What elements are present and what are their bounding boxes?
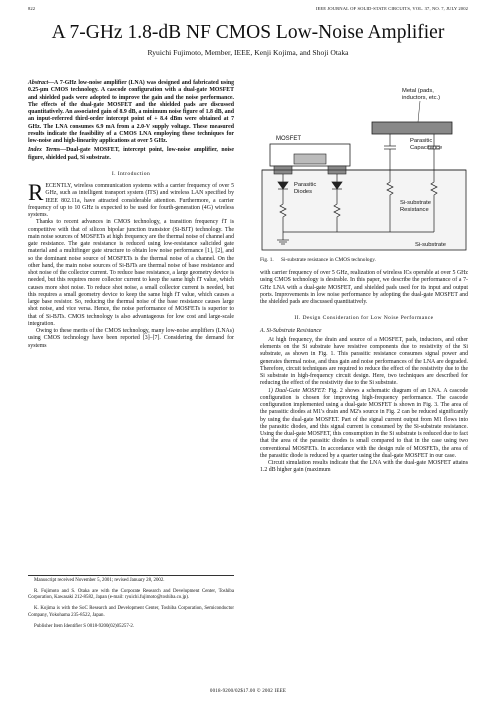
figure-1 [260,82,468,254]
footnotes [28,578,234,635]
intro-paragraph-2: Thanks to recent advances in CMOS technology, a transition frequency fT is competitive with that of silicon bipolar junction transistor (Si-BJT) technology. The main noise sources of MOSFETs at high frequency are the thermal noise of channel and gate resistance. The gate resistance is reduced using low-resistance salicided gate material and a multifinger gate structure to obtain low noise performance [1], [2], and so the dominant noise source of MOSFETs is the thermal noise of a channel. On the other hand, the main noise sources of Si-BJTs are thermal noise of base resistance and shot noise of the collector current. To reduce base resistance, a large geometry device is needed, but this requires more collector current to keep the same high fT value, which causes more shot noise. To reduce shot noise, a small collector current is needed, but this requires a small geometry device to keep the same high fT value, which causes a large base resistor. So, reducing the thermal noise of the base resistance causes large shot noise, and vice versa. Hence, the noise performance of MOSFETs is superior to that of Si-BJTs. CMOS technology is also advantageous for low cost and large-scale integration. [28,219,234,327]
right-paragraph-1: with carrier frequency of over 5 GHz, realization of wireless ICs operable at over 5 GHz using CMOS technology is desirable. In this paper, we describe the performance of a 7-GHz LNA with a dual-gate MOSFET, and shielded pads used for its input and output ports. Improvements in low noise performance by adopting the dual-gate MOSFET and the shielded pads are discussed quantitatively. [260,270,468,305]
figure-1-caption [260,257,468,263]
copyright-line: 0018-9200/02$17.00 © 2002 IEEE [209,689,287,694]
right-paragraph-2: At high frequency, the drain and source of a MOSFET, pads, inductors, and other elements on the Si substrate have resistive components due to resistivity of the Si substrate, as shown in Fig. 1. This parasitic resistance consumes signal power and generates thermal noise, and thus gain and noise performances of the LNA are degraded. Therefore, circuit techniques are required to reduce the effect of the resistivity due to the Si substrate in high-frequency circuit design. Here, two techniques are described for reducing the effect of the resistivity due to the Si substrate. [260,336,468,387]
footnote-rule [28,575,234,576]
section-heading-introduction: I. Introduction [111,170,151,177]
right-paragraph-3-text: Fig. 2 shows a schematic diagram of an LNA. A cascode configuration is chosen for improving high-frequency performance. The cascode configuration implemented using a dual-gate MOSFET is shown in Fig. 3. The area of the parasitic diodes at M1's drain and M2's source in Fig. 2 can be reduced significantly by using the dual-gate MOSFET. Part of the signal current output from M1 flows into the parasitic diodes, and this signal current is consumed by the Si-substrate resistance. Using the dual-gate MOSFET, this consumption in the Si substrate is reduced due to fact that the area of the parasitic diodes is small compared to that in the case using two conventional MOSFETs. In accordance with the design rule of MOSFETs, the area of the parasitic diode is reduced by a quarter using the dual-gate MOSFET in our case. [260,387,469,459]
label-metal-2: inductors, etc.) [402,95,441,101]
journal-name: IEEE JOURNAL OF SOLID-STATE CIRCUITS, VOL. 37, NO. 7, JULY 2002 [315,6,468,11]
label-parasitic-cap-2: Capacitance [410,145,443,151]
paper-authors: Ryuichi Fujimoto, Member, IEEE, Kenji Kojima, and Shoji Otaka [147,48,349,57]
label-si-resistance: Si-substrate [400,200,431,206]
label-parasitic-diodes-2: Diodes [294,189,313,195]
index-terms-label: Index Terms— [28,147,67,154]
label-parasitic-diodes: Parasitic [294,182,317,188]
gate [294,154,326,164]
right-column [260,270,468,475]
metal-pad [372,122,452,134]
footnote-affiliation-2: K. Kojima is with the SoC Research and Development Center, Toshiba Corporation, Semiconductor Company, Yokohama 235-8522, Japan. [28,606,234,618]
section-heading-design: II. Design Consideration for Low Noise Performance [294,315,434,322]
footnote-received: Manuscript received November 5, 2001; revised January 28, 2002. [34,578,165,583]
abstract [28,80,234,145]
label-mosfet: MOSFET [276,136,301,142]
label-si-substrate: Si-substrate [415,242,446,248]
running-header [28,6,468,16]
figure-1-caption-text: Si-substrate resistance in CMOS technology. [281,257,376,263]
label-si-resistance-2: Resistance [400,207,429,213]
label-parasitic-cap: Parasitic [410,138,433,144]
figure-1-caption-label: Fig. 1. [260,257,274,263]
intro-paragraph-1-text: ECENTLY, wireless communication systems with a carrier frequency of over 5 GHz, such as intelligent transport system (ITS) and wireless LAN specified by IEEE 802.11a, have attracted considerable attention. Furthermore, a carrier frequency of up to 10 GHz is expected to be used for fourth-generation (4G) wireless systems. [28,183,234,218]
left-column [28,80,234,350]
index-terms-text: Dual-gate MOSFET, intercept point, low-noise amplifier, noise figure, shielded pad, Si substrate. [28,147,234,161]
intro-paragraph-3: Owing to these merits of the CMOS technology, many low-noise amplifiers (LNAs) using CMOS technology have been reported [3]–[7]. Considering the demand for systems [28,328,234,349]
paper-title: A 7-GHz 1.8-dB NF CMOS Low-Noise Amplifier [51,22,445,43]
substrate-region [262,170,466,250]
footnote-affiliation-1: R. Fujimoto and S. Otaka are with the Corporate Research and Development Center, Toshiba Corporation, Kawasaki 212-8582, Japan (e-mail: ryuichi.fujimoto@toshiba.co.jp). [28,589,234,601]
subsection-heading-a: A. Si-Substrate Resistance [260,327,322,334]
intro-paragraph-1 [28,180,234,219]
label-metal: Metal (pads, [402,88,434,94]
subsubsection-heading-1: 1) Dual-Gate MOSFET: [268,387,327,394]
figure-1-diagram [260,82,468,254]
leader-metal [418,101,420,122]
abstract-label: Abstract— [28,80,54,86]
index-terms [28,147,234,162]
drop-cap: R [28,180,44,205]
abstract-text: A 7-GHz low-noise amplifier (LNA) was designed and fabricated using 0.25-μm CMOS technology. A cascode configuration with a dual-gate MOSFET and shielded pads were adopted to improve the gain and the noise performance. The effects of the dual-gate MOSFET and the shielded pads are discussed quantitatively. An associated gain of 8.9 dB, a minimum noise figure of 1.8 dB, and an input-referred third-order intercept point of + 8.4 dBm were obtained at 7 GHz. The LNA consumes 6.9 mA from a 2.0-V supply voltage. These measured results indicate the feasibility of a CMOS LNA employing these techniques for low-noise and high-linearity applications at over 5 GHz. [28,80,234,144]
right-paragraph-4: Circuit simulation results indicate that the LNA with the dual-gate MOSFET attains 1.2 dB higher gain (maximum [260,460,468,474]
footnote-publisher-id: Publisher Item Identifier S 0018-9200(02)05257-2. [34,623,135,629]
page-number: 822 [28,6,36,11]
right-paragraph-3 [260,388,468,461]
